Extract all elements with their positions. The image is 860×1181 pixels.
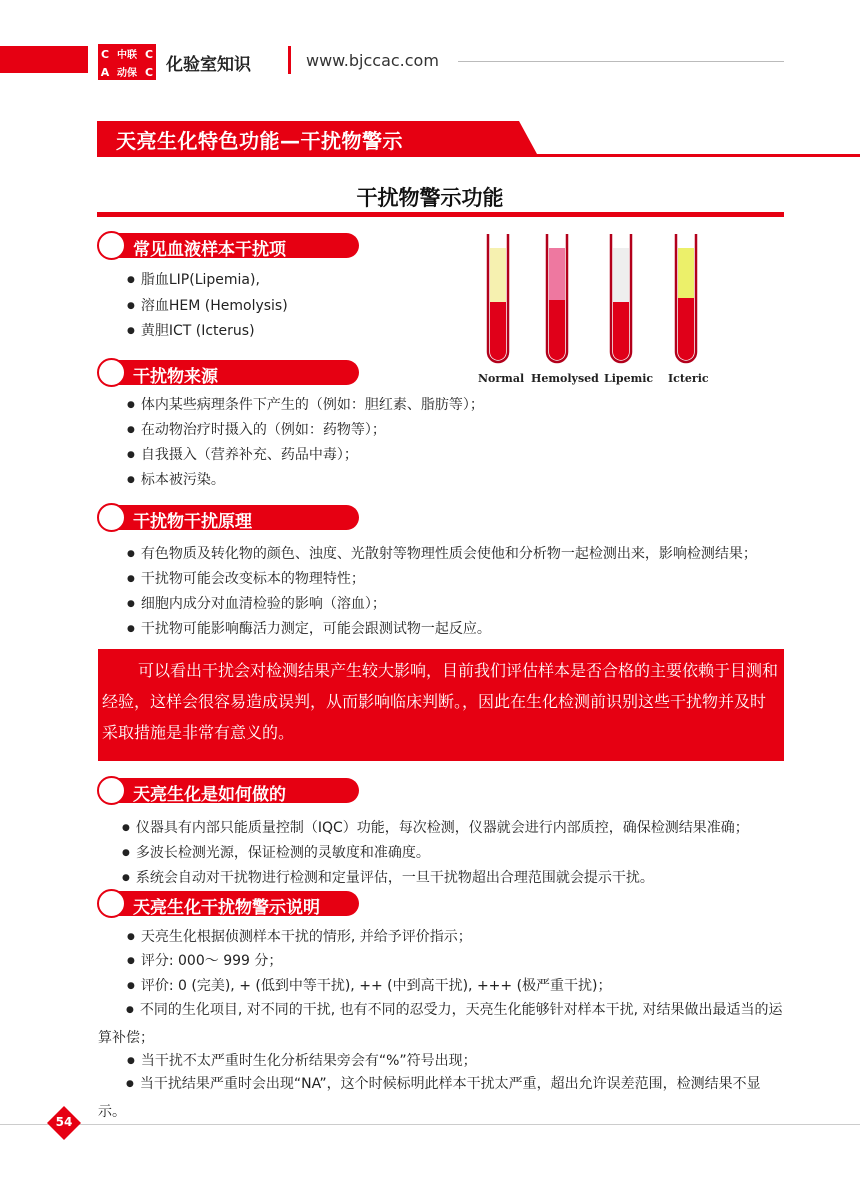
- heading-text: 干扰物来源: [133, 367, 218, 387]
- list-item: ● 细胞内成分对血清检验的影响（溶血）；: [127, 593, 386, 613]
- page-number: 54: [55, 1115, 73, 1129]
- list-item: ● 体内某些病理条件下产生的（例如：胆红素、脂肪等）；: [127, 394, 484, 414]
- header-accent-bar: [0, 46, 88, 73]
- header-url[interactable]: www.bjccac.com: [306, 51, 439, 70]
- logo-char-3: C: [144, 48, 154, 61]
- list-item: ● 干扰物可能影响酶活力测定，可能会跟测试物一起反应。: [127, 618, 491, 638]
- page-title: 干扰物警示功能: [356, 186, 504, 210]
- sample-tubes-illustration: [470, 230, 720, 390]
- list-item: ● 有色物质及转化物的颜色、浊度、光散射等物理性质会使他和分析物一起检测出来，影响检测结果；: [127, 543, 757, 563]
- header-separator: [288, 46, 291, 74]
- heading-text: 常见血液样本干扰项: [133, 240, 286, 260]
- callout-text: 可以看出干扰会对检测结果产生较大影响，目前我们评估样本是否合格的主要依赖于目测和经验，这样会很容易造成误判，从而影响临床判断。，因此在生化检测前识别这些干扰物并及时采取措施是非常有意义的。: [102, 661, 779, 742]
- heading-text: 干扰物干扰原理: [133, 512, 252, 532]
- footer-rule: [0, 1124, 860, 1125]
- heading-common-interferents: [97, 233, 359, 258]
- logo-char-6: C: [144, 66, 154, 79]
- tube-normal: [488, 234, 508, 362]
- tube-label-icteric: Icteric: [668, 372, 709, 385]
- list-item: ● 多波长检测光源，保证检测的灵敏度和准确度。: [122, 842, 430, 862]
- list-item: ● 当干扰不太严重时生化分析结果旁会有“%”符号出现；: [127, 1050, 477, 1070]
- logo-char-2: 中联: [117, 50, 137, 61]
- heading-how-it-works: [97, 778, 359, 803]
- list-item: ● 脂血LIP(Lipemia),: [127, 269, 260, 289]
- banner-title: 天亮生化特色功能—干扰物警示: [116, 129, 403, 153]
- header-rule: [458, 61, 784, 62]
- heading-interference-principle: [97, 505, 359, 530]
- list-item: ● 仪器具有内部只能质量控制（IQC）功能，每次检测，仪器就会进行内部质控，确保检测结果准确；: [122, 817, 749, 837]
- tube-label-hemolysed: Hemolysed: [531, 372, 599, 385]
- list-item: ● 干扰物可能会改变标本的物理特性；: [127, 568, 365, 588]
- heading-text: 天亮生化是如何做的: [133, 785, 286, 805]
- list-item: ● 溶血HEM (Hemolysis): [127, 295, 288, 315]
- tube-label-normal: Normal: [478, 372, 525, 385]
- header-title: 化验室知识: [166, 55, 251, 75]
- list-item: ● 评价: 0 (完美), + (低到中等干扰), ++ (中到高干扰), +++ (极严重干扰)；: [127, 975, 612, 995]
- logo-char-1: C: [100, 48, 110, 61]
- list-item: ● 系统会自动对干扰物进行检测和定量评估，一旦干扰物超出合理范围就会提示干扰。: [122, 867, 654, 887]
- list-item: ● 当干扰结果严重时会出现“NA”，这个时候标明此样本干扰太严重，超出允许误差范围，检测结果不显示。: [98, 1071, 784, 1125]
- ccac-logo: [98, 44, 156, 80]
- tube-hemolysed: [547, 234, 567, 362]
- list-item: ● 评分: 000～ 999 分；: [127, 950, 282, 970]
- list-item: ● 天亮生化根据侦测样本干扰的情形, 并给予评价指示；: [127, 926, 472, 946]
- logo-char-5: 动保: [117, 68, 137, 79]
- list-item: ● 标本被污染。: [127, 469, 225, 489]
- tube-icteric: [676, 234, 696, 362]
- list-item: ● 在动物治疗时摄入的（例如：药物等）；: [127, 419, 386, 439]
- title-rule: [97, 212, 784, 217]
- tube-lipemic: [611, 234, 631, 362]
- tube-label-lipemic: Lipemic: [604, 372, 654, 385]
- logo-char-4: A: [100, 66, 110, 79]
- heading-warning-explanation: [97, 891, 359, 916]
- list-item: ● 不同的生化项目, 对不同的干扰, 也有不同的忍受力，天亮生化能够针对样本干扰, 对结果做出最适当的运算补偿；: [98, 997, 784, 1051]
- list-item: ● 自我摄入（营养补充、药品中毒）；: [127, 444, 358, 464]
- heading-interference-sources: [97, 360, 359, 385]
- list-item: ● 黄胆ICT (Icterus): [127, 320, 255, 340]
- heading-text: 天亮生化干扰物警示说明: [133, 898, 320, 918]
